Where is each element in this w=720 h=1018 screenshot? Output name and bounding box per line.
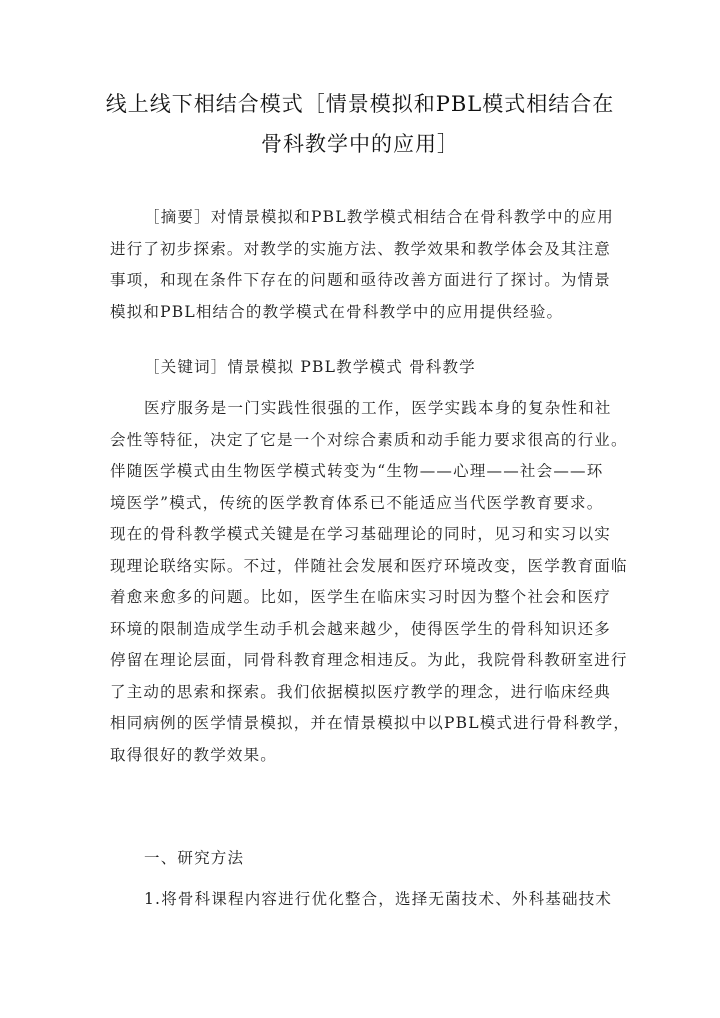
section-heading: 一、研究方法 — [144, 849, 245, 867]
intro-line: 着愈来愈多的问题。比如，医学生在临床实习时因为整个社会和医疗 — [110, 588, 612, 606]
abstract-line: ［摘要］对情景模拟和PBL教学模式相结合在骨科教学中的应用 — [144, 208, 614, 226]
abstract-line: 事项，和现在条件下存在的问题和亟待改善方面进行了探讨。为情景 — [110, 271, 612, 289]
abstract-line: 模拟和PBL相结合的教学模式在骨科教学中的应用提供经验。 — [110, 302, 564, 321]
document-title-line-2: 骨科教学中的应用］ — [261, 132, 459, 156]
keywords-paragraph — [110, 352, 615, 384]
intro-line: 相同病例的医学情景模拟，并在情景模拟中以PBL模式进行骨科教学， — [110, 714, 631, 732]
list-item: 1.将骨科课程内容进行优化整合，选择无菌技术、外科基础技术 — [144, 890, 613, 908]
intro-line: 现在的骨科教学模式关键是在学习基础理论的同时，见习和实习以实 — [110, 525, 612, 543]
intro-line: 伴随医学模式由生物医学模式转变为“生物——心理——社会——环 — [110, 462, 604, 480]
intro-line: 了主动的思索和探索。我们依据模拟医疗教学的理念，进行临床经典 — [110, 682, 612, 701]
intro-line: 停留在理论层面，同骨科教育理念相违反。为此，我院骨科教研室进行 — [110, 651, 628, 669]
intro-line: 会性等特征，决定了它是一个对综合素质和动手能力要求很高的行业。 — [110, 430, 628, 449]
document-title-line-1: 线上线下相结合模式［情景模拟和PBL模式相结合在 — [105, 92, 615, 116]
abstract-paragraph — [110, 202, 615, 328]
section-1-item-1 — [110, 884, 615, 916]
intro-line: 境医学”模式，传统的医学教育体系已不能适应当代医学教育要求。 — [110, 493, 604, 512]
intro-line: 取得很好的教学效果。 — [110, 745, 278, 764]
intro-line: 现理论联络实际。不过，伴随社会发展和医疗环境改变，医学教育面临 — [110, 556, 628, 575]
intro-paragraph — [110, 393, 631, 771]
abstract-line: 进行了初步探索。对教学的实施方法、教学效果和教学体会及其注意 — [110, 239, 612, 258]
intro-line: 医疗服务是一门实践性很强的工作，医学实践本身的复杂性和社 — [144, 399, 612, 417]
intro-line: 环境的限制造成学生动手机会越来越少，使得医学生的骨科知识还多 — [110, 619, 612, 638]
keywords-line: ［关键词］情景模拟 PBL教学模式 骨科教学 — [144, 358, 476, 376]
section-1 — [110, 843, 615, 875]
